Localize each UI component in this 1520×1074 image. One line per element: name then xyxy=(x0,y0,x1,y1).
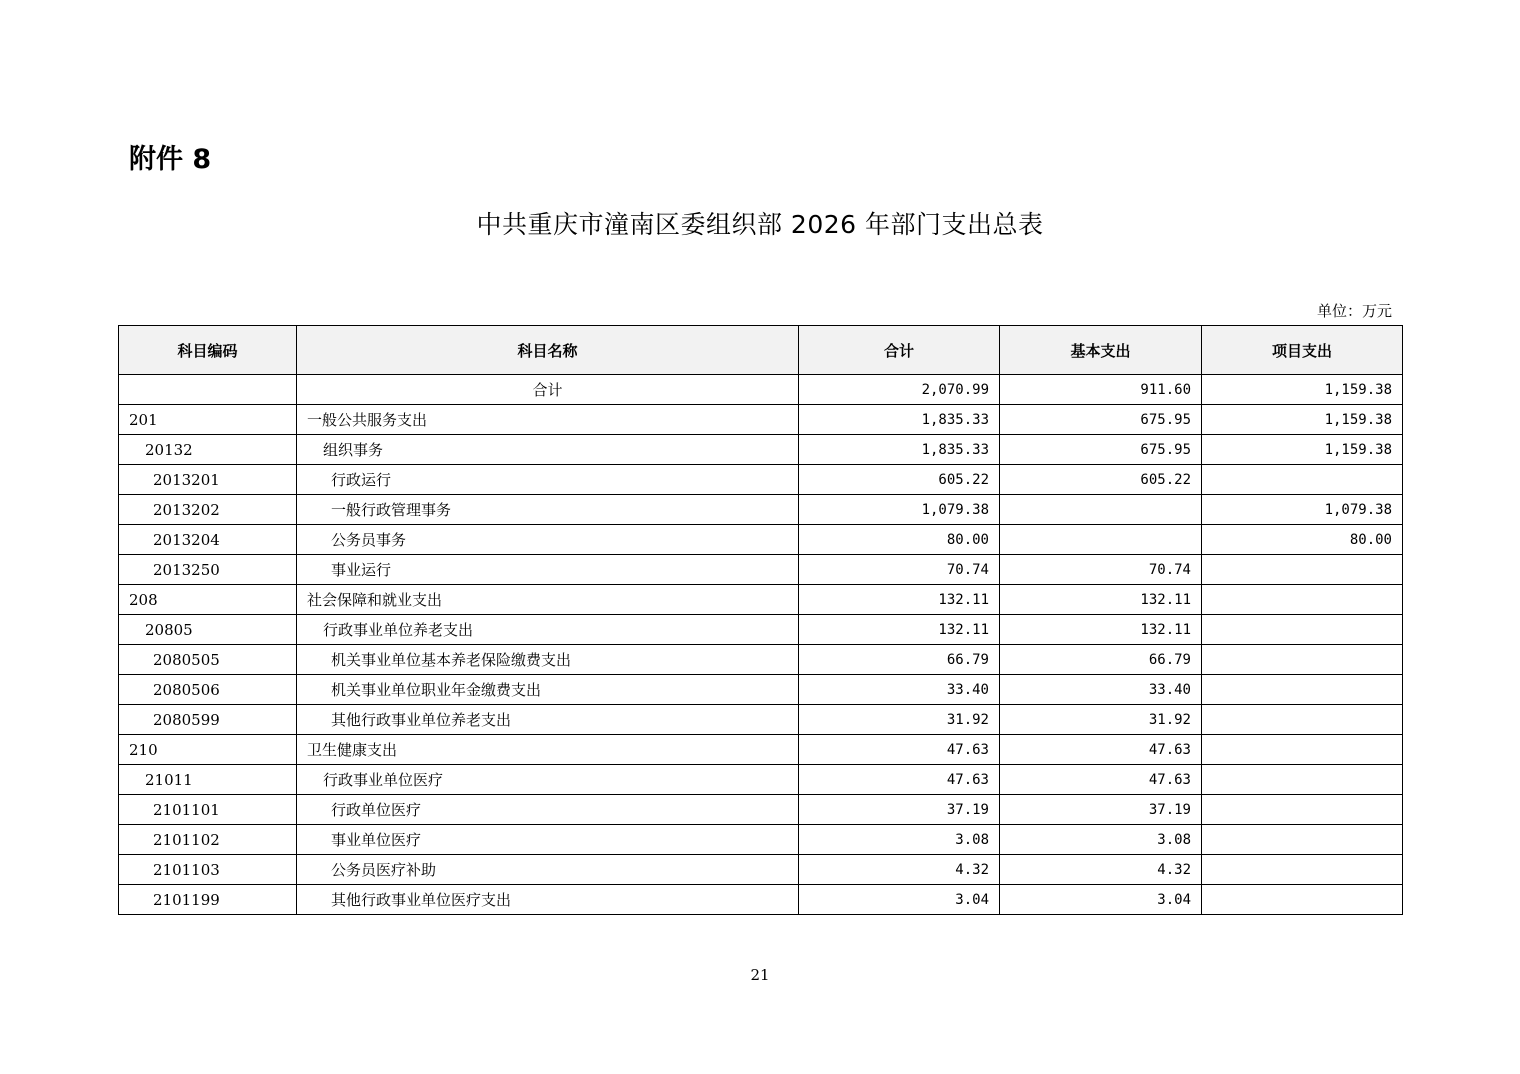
cell-total: 31.92 xyxy=(799,705,1000,735)
table-row xyxy=(119,405,1403,435)
cell-code: 20805 xyxy=(119,615,297,645)
cell-total: 1,835.33 xyxy=(799,435,1000,465)
table-row xyxy=(119,375,1403,405)
table-row xyxy=(119,855,1403,885)
cell-name: 行政事业单位养老支出 xyxy=(297,615,799,645)
cell-project xyxy=(1202,555,1403,585)
cell-name: 行政事业单位医疗 xyxy=(297,765,799,795)
table-row xyxy=(119,555,1403,585)
cell-project xyxy=(1202,465,1403,495)
header-total: 合计 xyxy=(799,326,1000,375)
cell-name: 行政单位医疗 xyxy=(297,795,799,825)
table-row xyxy=(119,645,1403,675)
cell-code xyxy=(119,375,297,405)
cell-basic xyxy=(1000,495,1202,525)
cell-basic: 66.79 xyxy=(1000,645,1202,675)
cell-code: 2013201 xyxy=(119,465,297,495)
page-number: 21 xyxy=(750,966,770,984)
cell-project: 80.00 xyxy=(1202,525,1403,555)
cell-name: 一般公共服务支出 xyxy=(297,405,799,435)
cell-name: 社会保障和就业支出 xyxy=(297,585,799,615)
header-project: 项目支出 xyxy=(1202,326,1403,375)
table-row xyxy=(119,525,1403,555)
cell-total: 37.19 xyxy=(799,795,1000,825)
cell-code: 2101103 xyxy=(119,855,297,885)
cell-project xyxy=(1202,885,1403,915)
cell-total: 3.08 xyxy=(799,825,1000,855)
cell-code: 2013202 xyxy=(119,495,297,525)
cell-basic: 675.95 xyxy=(1000,405,1202,435)
cell-total: 80.00 xyxy=(799,525,1000,555)
cell-project: 1,079.38 xyxy=(1202,495,1403,525)
cell-name: 事业单位医疗 xyxy=(297,825,799,855)
cell-project xyxy=(1202,615,1403,645)
table-row xyxy=(119,585,1403,615)
cell-basic: 47.63 xyxy=(1000,765,1202,795)
cell-name: 其他行政事业单位医疗支出 xyxy=(297,885,799,915)
cell-code: 2101102 xyxy=(119,825,297,855)
cell-name: 机关事业单位职业年金缴费支出 xyxy=(297,675,799,705)
cell-name: 卫生健康支出 xyxy=(297,735,799,765)
cell-total: 47.63 xyxy=(799,765,1000,795)
table-header-row xyxy=(119,326,1403,375)
cell-project xyxy=(1202,825,1403,855)
cell-code: 2013250 xyxy=(119,555,297,585)
cell-code: 21011 xyxy=(119,765,297,795)
table-row xyxy=(119,885,1403,915)
cell-name: 机关事业单位基本养老保险缴费支出 xyxy=(297,645,799,675)
cell-total: 2,070.99 xyxy=(799,375,1000,405)
cell-project xyxy=(1202,765,1403,795)
cell-basic: 47.63 xyxy=(1000,735,1202,765)
header-basic: 基本支出 xyxy=(1000,326,1202,375)
cell-basic: 3.04 xyxy=(1000,885,1202,915)
cell-code: 201 xyxy=(119,405,297,435)
cell-total: 132.11 xyxy=(799,615,1000,645)
cell-total: 132.11 xyxy=(799,585,1000,615)
cell-name: 行政运行 xyxy=(297,465,799,495)
attachment-label: 附件 8 xyxy=(129,144,212,175)
table-row xyxy=(119,705,1403,735)
cell-basic: 675.95 xyxy=(1000,435,1202,465)
cell-code: 208 xyxy=(119,585,297,615)
cell-basic: 911.60 xyxy=(1000,375,1202,405)
cell-code: 2013204 xyxy=(119,525,297,555)
cell-total: 3.04 xyxy=(799,885,1000,915)
cell-code: 2101101 xyxy=(119,795,297,825)
table-row xyxy=(119,435,1403,465)
cell-project xyxy=(1202,585,1403,615)
cell-total: 605.22 xyxy=(799,465,1000,495)
cell-basic: 132.11 xyxy=(1000,585,1202,615)
table-row xyxy=(119,465,1403,495)
cell-basic: 132.11 xyxy=(1000,615,1202,645)
unit-label: 单位：万元 xyxy=(1316,302,1392,320)
table-row xyxy=(119,675,1403,705)
table-body xyxy=(119,375,1403,915)
cell-project xyxy=(1202,675,1403,705)
cell-basic: 605.22 xyxy=(1000,465,1202,495)
cell-project: 1,159.38 xyxy=(1202,435,1403,465)
document-title: 中共重庆市潼南区委组织部 2026 年部门支出总表 xyxy=(476,210,1044,239)
cell-name: 合计 xyxy=(297,375,799,405)
cell-code: 2080506 xyxy=(119,675,297,705)
expenditure-table xyxy=(118,325,1403,915)
cell-total: 4.32 xyxy=(799,855,1000,885)
cell-basic: 4.32 xyxy=(1000,855,1202,885)
cell-total: 1,079.38 xyxy=(799,495,1000,525)
cell-code: 210 xyxy=(119,735,297,765)
table-row xyxy=(119,615,1403,645)
cell-project xyxy=(1202,855,1403,885)
cell-project xyxy=(1202,705,1403,735)
cell-total: 47.63 xyxy=(799,735,1000,765)
cell-basic: 3.08 xyxy=(1000,825,1202,855)
cell-name: 其他行政事业单位养老支出 xyxy=(297,705,799,735)
cell-total: 66.79 xyxy=(799,645,1000,675)
cell-basic: 70.74 xyxy=(1000,555,1202,585)
cell-total: 70.74 xyxy=(799,555,1000,585)
table-row xyxy=(119,495,1403,525)
cell-basic: 33.40 xyxy=(1000,675,1202,705)
header-name: 科目名称 xyxy=(297,326,799,375)
cell-basic: 31.92 xyxy=(1000,705,1202,735)
header-code: 科目编码 xyxy=(119,326,297,375)
table-row xyxy=(119,765,1403,795)
table-row xyxy=(119,825,1403,855)
cell-total: 33.40 xyxy=(799,675,1000,705)
table-row xyxy=(119,735,1403,765)
cell-code: 20132 xyxy=(119,435,297,465)
cell-name: 公务员医疗补助 xyxy=(297,855,799,885)
cell-project xyxy=(1202,795,1403,825)
cell-total: 1,835.33 xyxy=(799,405,1000,435)
cell-basic: 37.19 xyxy=(1000,795,1202,825)
cell-name: 组织事务 xyxy=(297,435,799,465)
cell-project xyxy=(1202,645,1403,675)
cell-project: 1,159.38 xyxy=(1202,405,1403,435)
table-row xyxy=(119,795,1403,825)
cell-name: 公务员事务 xyxy=(297,525,799,555)
cell-name: 一般行政管理事务 xyxy=(297,495,799,525)
cell-code: 2080505 xyxy=(119,645,297,675)
cell-code: 2101199 xyxy=(119,885,297,915)
cell-code: 2080599 xyxy=(119,705,297,735)
cell-basic xyxy=(1000,525,1202,555)
cell-project xyxy=(1202,735,1403,765)
cell-project: 1,159.38 xyxy=(1202,375,1403,405)
cell-name: 事业运行 xyxy=(297,555,799,585)
